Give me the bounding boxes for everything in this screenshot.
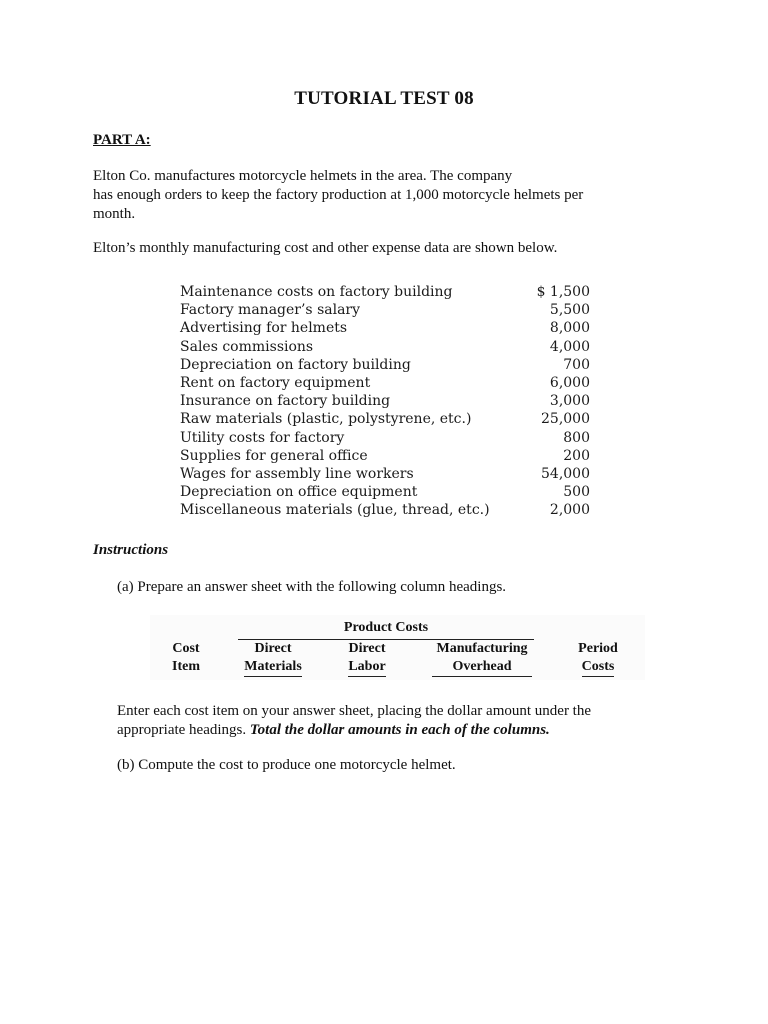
cost-row <box>180 410 590 428</box>
cost-item-label: Supplies for general office <box>180 447 368 464</box>
cost-item-label: Utility costs for factory <box>180 429 345 446</box>
cost-item-label: Rent on factory equipment <box>180 374 371 391</box>
cost-item-label: Depreciation on office equipment <box>180 484 418 501</box>
cost-data-table <box>180 283 590 519</box>
cost-amount: 4,000 <box>549 338 590 355</box>
intro-paragraph <box>93 167 653 224</box>
instruction-line: appropriate headings. <box>117 722 250 738</box>
part-heading: PART A: <box>93 132 151 148</box>
column-headings-figure <box>150 615 645 680</box>
cost-row <box>180 283 590 301</box>
cost-item-label: Miscellaneous materials (glue, thread, etc.) <box>180 502 490 519</box>
intro-line: has enough orders to keep the factory production at 1,000 motorcycle helmets per <box>93 187 584 203</box>
cost-row <box>180 319 590 337</box>
intro-line: Elton Co. manufactures motorcycle helmets in the area. The company <box>93 168 513 184</box>
cost-amount: 800 <box>563 429 590 446</box>
cost-item-label: Depreciation on factory building <box>180 356 411 373</box>
cost-row <box>180 392 590 410</box>
cost-item-heading: Cost Item <box>172 641 200 674</box>
cost-amount: 6,000 <box>549 374 590 391</box>
cost-amount: 3,000 <box>549 393 590 410</box>
page-title: TUTORIAL TEST 08 <box>294 88 474 109</box>
cost-amount: 500 <box>563 484 590 501</box>
manufacturing-overhead-heading: Manufacturing Overhead <box>426 640 538 677</box>
cost-row <box>180 501 590 519</box>
cost-item-label: Maintenance costs on factory building <box>180 284 453 300</box>
instruction-part-a: (a) Prepare an answer sheet with the following column headings. <box>117 579 507 595</box>
cost-row <box>180 483 590 501</box>
cost-row <box>180 338 590 356</box>
direct-labor-heading: Direct Labor <box>338 640 396 677</box>
lead-sentence: Elton’s monthly manufacturing cost and other expense data are shown below. <box>93 240 558 256</box>
cost-row <box>180 465 590 483</box>
cost-row <box>180 356 590 374</box>
instruction-line: Enter each cost item on your answer sheet, placing the dollar amount under the <box>117 703 592 719</box>
cost-row <box>180 447 590 465</box>
cost-row <box>180 429 590 447</box>
cost-row <box>180 301 590 319</box>
cost-item-label: Insurance on factory building <box>180 393 391 410</box>
cost-amount: 5,500 <box>549 302 590 319</box>
cost-item-label: Raw materials (plastic, polystyrene, etc.) <box>180 411 472 428</box>
cost-amount: 25,000 <box>541 411 590 428</box>
instruction-enter-items <box>117 702 677 740</box>
cost-amount: 2,000 <box>549 502 590 519</box>
product-costs-group-heading: Product Costs <box>238 619 534 640</box>
instruction-emphasis: Total the dollar amounts in each of the columns. <box>249 722 550 738</box>
cost-item-label: Wages for assembly line workers <box>180 465 414 482</box>
cost-amount: $ 1,500 <box>536 284 590 300</box>
period-costs-heading: Period Costs <box>568 640 628 677</box>
cost-amount: 8,000 <box>549 320 590 337</box>
instruction-part-b: (b) Compute the cost to produce one motorcycle helmet. <box>117 757 456 773</box>
cost-row <box>180 374 590 392</box>
cost-item-label: Factory manager’s salary <box>180 302 361 319</box>
cost-amount: 700 <box>563 356 590 373</box>
cost-item-label: Advertising for helmets <box>180 320 348 337</box>
cost-item-label: Sales commissions <box>180 338 314 355</box>
cost-amount: 54,000 <box>541 465 590 482</box>
instructions-heading: Instructions <box>93 542 169 558</box>
direct-materials-heading: Direct Materials <box>236 640 310 677</box>
intro-line: month. <box>93 206 136 222</box>
cost-amount: 200 <box>563 447 590 464</box>
